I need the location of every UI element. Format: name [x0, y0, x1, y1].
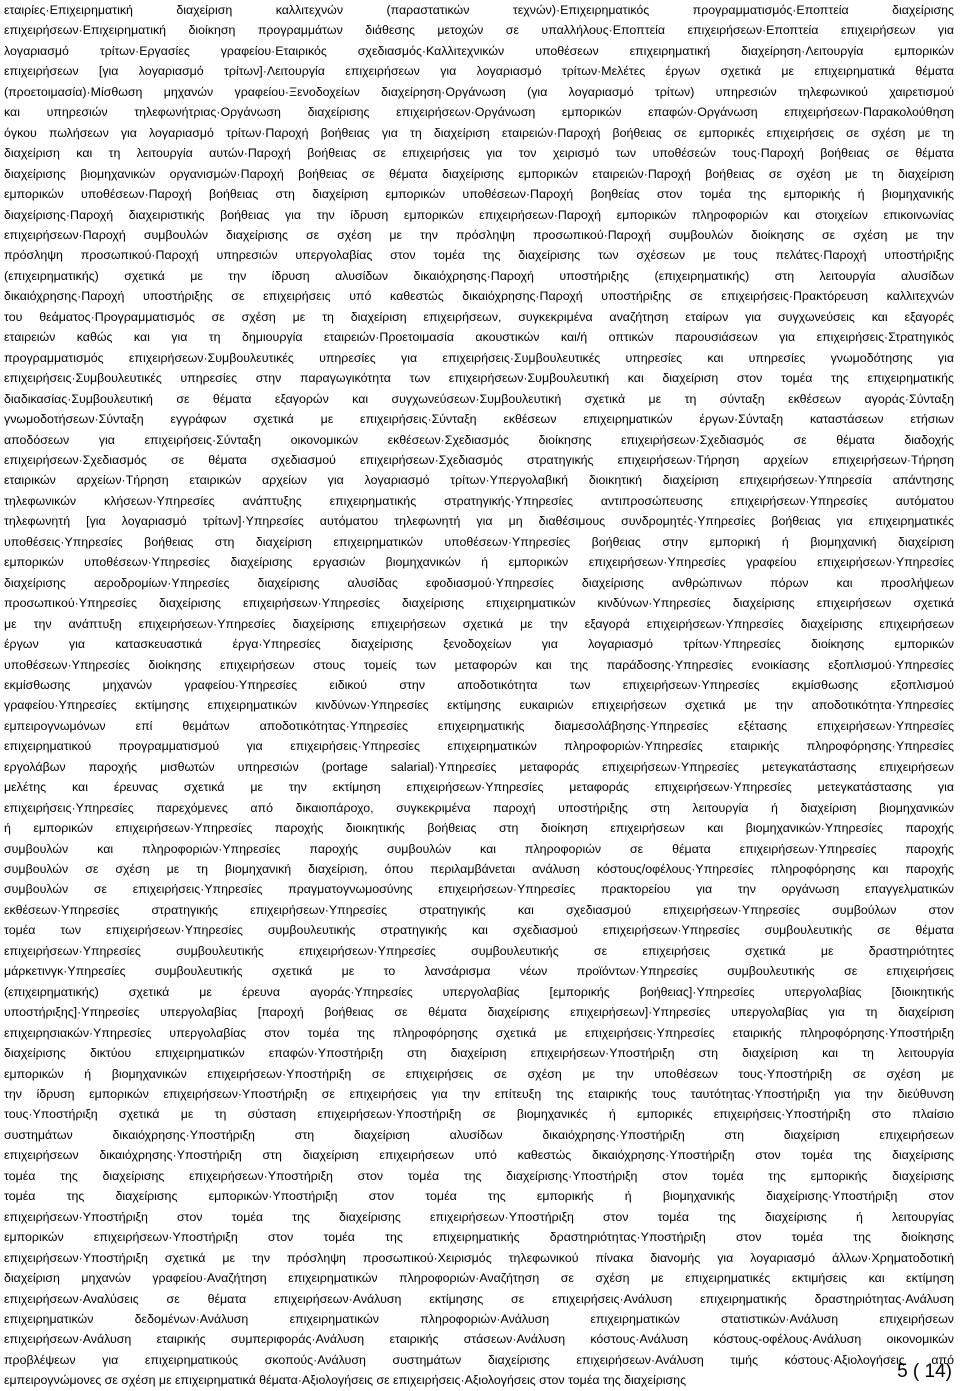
text-line: διαχείρισης δικτύου επιχειρηματικών επαφών·Υποστήριξη στη διαχείριση επιχειρήσεων·Υποστήριξη στη διαχείριση και τη λειτουργία [4, 1046, 954, 1061]
text-line: επιχειρήσεων·Σχεδιασμός σε θέματα σχεδιασμού επιχειρήσεων·Σχεδιασμός στρατηγικής επιχειρήσεων·Τήρηση αρχείων επιχειρήσεων·Τήρηση [4, 452, 954, 467]
text-line: πρόσληψη προσωπικού·Παροχή υπηρεσιών υπεργολαβίας στον τομέα της διαχείρισης των σχέσεων με τους πελάτες·Παροχή υποστήριξης [4, 248, 954, 263]
text-line: εταιρικών αρχείων·Τήρηση εταιρικών αρχείων για λογαριασμό τρίτων·Υπεργολαβική διοικητική διαχείριση επιχειρήσεων·Υπηρεσία απάντησης [4, 473, 954, 488]
text-line: έργων για κατασκευαστικά έργα·Υπηρεσίες διαχείρισης ξενοδοχείων για λογαριασμό τρίτων·Υπηρεσίες διοίκησης εμπορικών [4, 637, 954, 652]
text-line: δικαιόχρησης·Παροχή υποστήριξης σε επιχειρήσεις υπό καθεστώς δικαιόχρησης·Παροχή υποστήριξης σε επιχειρήσεις·Πρακτόρευση καλλιτεχνών [4, 289, 954, 304]
text-line: διαχείρισης·Παροχή διαχειριστικής βοήθειας για την ίδρυση εμπορικών επιχειρήσεων·Παροχή εμπορικών πληροφοριών και στοιχείων επικοινωνίας [4, 207, 954, 222]
text-line: υποστήριξης]·Υπηρεσίες υπεργολαβίας [παροχή βοήθειας σε θέματα διαχείρισης επιχειρήσεων]·Υπηρεσίες υπεργολαβίας για τη διαχείριση [4, 1005, 954, 1020]
text-line: επιχειρηματικών δεδομένων·Ανάλυση επιχειρηματικών πληροφοριών·Ανάλυση επιχειρηματικών στατιστικών·Ανάλυση επιχειρήσεων [4, 1312, 954, 1326]
text-line: αποδόσεων για επιχειρήσεις·Σύνταξη οικονομικών εκθέσεων·Σχεδιασμός διοίκησης επιχειρήσεων·Σχεδιασμός σε θέματα διαδοχής [4, 432, 954, 447]
text-line: και υπηρεσιών τηλεφωνήτριας·Οργάνωση διαχείρισης επιχειρήσεων·Οργάνωση εμπορικών επαφών·Οργάνωση επιχειρήσεων·Παρακολούθηση [4, 105, 954, 120]
text-line: προβλέψεων για επιχειρηματικούς σκοπούς·Ανάλυση συστημάτων διαχείρισης επιχειρήσεων·Ανάλυση τιμής κόστους·Αξιολογήσεις από [4, 1352, 954, 1367]
text-line: λογαριασμό τρίτων·Εργασίες γραφείου·Εταιρικός σχεδιασμός·Καλλιτεχνικών υποθέσεων επιχειρηματική διαχείρηση·Λειτουργία εμπορικών [4, 43, 954, 58]
text-line: (επιχειρηματικής) σχετικά με την ίδρυση αλυσίδων δικαιόχρησης·Παροχή υποστήριξης (επιχειρηματικής) στη λειτουργία αλυσίδων [4, 268, 954, 283]
text-line: εμπειρογνωμόνων επί θεμάτων αποδοτικότητας·Υπηρεσίες επιχειρηματικής διαμεσολάβησης·Υπηρεσίες εξέτασης επιχειρήσεων·Υπηρεσίες [4, 718, 954, 733]
text-line: του θεάματος·Προγραμματισμός σε σχέση με τη διαχείριση επιχειρήσεων, συγκεκριμένα αναζήτηση εταίρων για συγχωνεύσεις και εξαγορές [4, 309, 954, 324]
text-line: επιχειρήσεων·Επιχειρηματική διοίκηση προγραμμάτων διάθεσης μετοχών σε υπαλλήλους·Εποπτεία επιχειρήσεων·Εποπτεία επιχειρήσεων για [4, 23, 954, 38]
page-number: 5 ( 14) [897, 1361, 952, 1382]
text-line: επιχειρήσεων [για λογαριασμό τρίτων]·Λειτουργία επιχειρήσεων για λογαριασμό τρίτων·Μελέτες έργων σχετικά με επιχειρηματικά θέματα [4, 64, 954, 79]
text-line: μάρκετινγκ·Υπηρεσίες συμβουλευτικής σχετικά με το λανσάρισμα νέων προϊόντων·Υπηρεσίες συμβουλευτικής σε επιχειρήσεις [4, 964, 954, 979]
text-line: τηλεφωνικών κλήσεων·Υπηρεσίες ανάπτυξης επιχειρηματικής στρατηγικής·Υπηρεσίες αντιπροσώπευσης επιχειρήσεων·Υπηρεσίες αυτόματου [4, 493, 954, 508]
text-line: επιχειρηματικού προγραμματισμού για επιχειρήσεις·Υπηρεσίες επιχειρηματικών πληροφοριών·Υπηρεσίες εταιρικής πληροφόρησης·Υπηρεσίες [4, 739, 954, 754]
text-line: εμπορικών υποθέσεων·Υπηρεσίες διαχείρισης εργασιών βιομηχανικών ή εμπορικών επιχειρήσεων·Υπηρεσίες γραφείου επιχειρήσεων·Υπηρεσίες [4, 555, 954, 570]
text-line: επιχειρήσεων·Αναλύσεις σε θέματα επιχειρήσεων·Ανάλυση εκτίμησης σε επιχειρήσεις·Ανάλυση επιχειρηματικής δραστηριότητας·Ανάλυση [4, 1291, 954, 1306]
document-body [4, 0, 954, 1391]
text-line: εμπορικών επιχειρήσεων·Υποστήριξη στον τομέα της επιχειρηματικής δραστηριότητας·Υποστήριξη στον τομέα της διοίκησης [4, 1230, 954, 1245]
text-line: διαχείριση μηχανών γραφείου·Αναζήτηση επιχειρηματικών πληροφοριών·Αναζήτηση σε σχέση με επιχειρηματικές εκτιμήσεις και εκτίμηση [4, 1271, 954, 1286]
text-line: εταιρίες·Επιχειρηματική διαχείριση καλλιτεχνών (παραστατικών τεχνών)·Επιχειρηματικός προγραμματισμός·Εποπτεία διαχείρισης [4, 3, 954, 17]
text-line: υποθέσεων·Υπηρεσίες διοίκησης επιχειρήσεων στους τομείς των μεταφορών και της παράδοσης·Υπηρεσίες ενοικίασης εξοπλισμού·Υπηρεσίες [4, 657, 954, 672]
text-line: όγκου πωλήσεων για λογαριασμό τρίτων·Παροχή βοήθειας για τη διαχείριση εταιρειών·Παροχή βοήθειας σε εμπορικές επιχειρήσεις σε σχέση με τη [4, 125, 954, 140]
text-line: υποθέσεις·Υπηρεσίες βοήθειας στη διαχείριση επιχειρηματικών υποθέσεων·Υπηρεσίες βοήθειας στην εμπορική ή βιομηχανική διαχείριση [4, 534, 954, 549]
text-line: επιχειρήσεις·Συμβουλευτικές υπηρεσίες στην παραγωγικότητα των επιχειρήσεων·Συμβουλευτική και διαχείριση στον τομέα της επιχειρηματικής [4, 371, 954, 386]
text-line: ή εμπορικών επιχειρήσεων·Υπηρεσίες παροχής διοικητικής βοήθειας στη διοίκηση επιχειρήσεων και βιομηχανικών·Υπηρεσίες παροχής [4, 821, 954, 836]
text-line: γραφείου·Υπηρεσίες εκτίμησης επιχειρηματικών κινδύνων·Υπηρεσίες εκτίμησης ευκαιριών επιχειρήσεων σχετικά με την αποδοτικότητα·Υπηρεσίες [4, 698, 954, 713]
text-line: εκθέσεων·Υπηρεσίες στρατηγικής επιχειρήσεων·Υπηρεσίες στρατηγικής και σχεδιασμού επιχειρήσεων·Υπηρεσίες συμβούλων στον [4, 902, 954, 917]
text-line: επιχειρησιακών·Υπηρεσίες υπεργολαβίας στον τομέα της πληροφόρησης σχετικά με επιχειρήσεις·Υπηρεσίες εταιρικής πληροφόρησης·Υποστήριξη [4, 1025, 954, 1040]
text-line: τους·Υποστήριξη σχετικά με τη σύσταση επιχειρήσεων·Υποστήριξη σε βιομηχανικές ή εμπορικές επιχειρήσεις·Υποστήριξη στο πλαίσιο [4, 1107, 954, 1122]
text-line: επιχειρήσεων·Υποστήριξη στον τομέα της διαχείρισης επιχειρήσεων·Υποστήριξη στον τομέα της διαχείρισης ή λειτουργίας [4, 1209, 954, 1224]
text-line: διαχείριση και τη λειτουργία αυτών·Παροχή βοήθειας σε επιχειρήσεις για τον χειρισμό των υποθέσεών τους·Παροχή βοήθειας σε θέματα [4, 146, 954, 161]
text-line: τομέα των επιχειρήσεων·Υπηρεσίες συμβουλευτικής στρατηγικής και σχεδιασμού επιχειρήσεων·Υπηρεσίες συμβουλευτικής σε θέματα [4, 923, 954, 938]
text-line: εμπειρογνώμονες σε σχέση με επιχειρηματικά θέματα·Αξιολογήσεις σε επιχειρήσεις·Αξιολογήσεις στον τομέα της διαχείρισης [4, 1373, 687, 1388]
text-line: επιχειρήσεων·Υπηρεσίες συμβουλευτικής επιχειρήσεων·Υπηρεσίες συμβουλευτικής σε επιχειρήσεις σχετικά με δραστηριότητες [4, 943, 954, 958]
text-line: τηλεφωνητή [για λογαριασμό τρίτων]·Υπηρεσίες αυτόματου τηλεφωνητή για μη διαθέσιμους συνδρομητές·Υπηρεσίες βοήθειας για επιχειρηματικές [4, 514, 954, 529]
text-line: με την ανάπτυξη επιχειρήσεων·Υπηρεσίες διαχείρισης επιχειρήσεων σχετικά με την εξαγορά επιχειρήσεων·Υπηρεσίες διαχείρισης επιχειρήσεων [4, 616, 954, 631]
text-line: συμβουλών σε επιχειρήσεις·Υπηρεσίες πραγματογνωμοσύνης επιχειρήσεων·Υπηρεσίες πρακτορείου για την οργάνωση επαγγελματικών [4, 882, 954, 897]
text-line: συμβουλών σε σχέση με τη βιομηχανική διαχείριση, όπου περιλαμβάνεται ανάλυση κόστους/οφέλους·Υπηρεσίες πληροφόρησης και παροχής [4, 862, 954, 877]
text-line: επιχειρήσεων·Ανάλυση εταιρικής συμπεριφοράς·Ανάλυση εταιρικής στάσεων·Ανάλυση κόστους·Ανάλυση κόστους-οφέλους·Ανάλυση οικονομικών [4, 1332, 954, 1347]
text-line: (επιχειρηματικής) σχετικά με έρευνα αγοράς·Υπηρεσίες υπεργολαβίας [εμπορικής βοήθειας]·Υπηρεσίες υπεργολαβίας [διοικητικής [4, 984, 954, 999]
text-line: τομέα της διαχείρισης εμπορικών·Υποστήριξη στον τομέα της εμπορικής ή βιομηχανικής διαχείρισης·Υποστήριξη στον [4, 1189, 954, 1204]
text-line: εργολάβων παροχής μισθωτών υπηρεσιών (portage salarial)·Υπηρεσίες μεταφοράς επιχειρήσεων·Υπηρεσίες μετεγκατάστασης επιχειρήσεων [4, 759, 954, 774]
text-line: μελέτης και έρευνας σχετικά με την εκτίμηση επιχειρήσεων·Υπηρεσίες μεταφοράς επιχειρήσεων·Υπηρεσίες μετεγκατάστασης για [4, 780, 954, 795]
text-line: διαχείρισης βιομηχανικών οργανισμών·Παροχή βοήθειας σε θέματα διαχείρισης εμπορικών εταιρειών·Παροχή βοήθειας σε σχέση με τη διαχείριση [4, 166, 954, 181]
text-line: προσωπικού·Υπηρεσίες διαχείρισης επιχειρήσεων·Υπηρεσίες διαχείρισης επιχειρηματικών κινδύνων·Υπηρεσίες διαχείρισης επιχειρήσεων σχετικά [4, 596, 954, 611]
text-line: διαδικασίας·Συμβουλευτική σε θέματα εξαγορών και συγχωνεύσεων·Συμβουλευτική σχετικά με τη σύνταξη εκθέσεων αγοράς·Σύνταξη [4, 391, 954, 406]
text-line: τομέα της διαχείρισης επιχειρήσεων·Υποστήριξη στον τομέα της διαχείρισης·Υποστήριξη στον τομέα της εμπορικής διαχείρισης [4, 1168, 954, 1183]
text-line: επιχειρήσεις·Υπηρεσίες παρεχόμενες από δικαιοπάροχο, συγκεκριμένα παροχή υποστήριξης στη λειτουργία ή διαχείριση βιομηχανικών [4, 800, 954, 815]
text-line: επιχειρήσεων·Παροχή συμβουλών διαχείρισης σε σχέση με την πρόσληψη προσωπικού·Παροχή συμβουλών διοίκησης σε σχέση με την [4, 227, 954, 242]
text-line: εμπορικών υποθέσεων·Παροχή βοήθειας στη διαχείριση εμπορικών υποθέσεων·Παροχή βοηθείας στον τομέα της εμπορικής ή βιομηχανικής [4, 187, 954, 202]
text-line: γνωμοδοτήσεων·Σύνταξη εγγράφων σχετικά με επιχειρήσεις·Σύνταξη εκθέσεων επιχειρηματικών έργων·Σύνταξη καταστάσεων ετήσιων [4, 412, 954, 427]
text-line: (προετοιμασία)·Μίσθωση μηχανών γραφείου·Ξενοδοχείων διαχείρηση·Οργάνωση (για λογαριασμό τρίτων) υπηρεσιών τηλεφωνικού χαιρετισμού [4, 84, 954, 99]
text-line: επιχειρήσεων·Υποστήριξη σχετικά με την πρόσληψη προσωπικού·Χειρισμός τηλεφωνικού πίνακα διανομής για λογαριασμό άλλων·Χρηματοδοτική [4, 1250, 954, 1265]
text-line: προγραμματισμός επιχειρήσεων·Συμβουλευτικές υπηρεσίες για επιχειρήσεις·Συμβουλευτικές υπηρεσίες και υπηρεσίες γνωμοδότησης για [4, 350, 954, 365]
text-line: εμπορικών ή βιομηχανικών επιχειρήσεων·Υποστήριξη σε επιχειρήσεις σε σχέση με την υποθέσεων τους·Υποστήριξη σε σχέση με [4, 1066, 954, 1081]
text-line: εταιρειών καθώς και για τη δημιουργία εταιρειών·Προετοιμασία ακουστικών και/ή οπτικών παρουσιάσεων για επιχειρήσεις·Στρατηγικός [4, 330, 954, 345]
text-line: επιχειρήσεων δικαιόχρησης·Υποστήριξη στη διαχείριση επιχειρήσεων υπό καθεστώς δικαιόχρησης·Υποστήριξη στον τομέα της διαχείρισης [4, 1148, 954, 1163]
text-line: εκμίσθωσης μηχανών γραφείου·Υπηρεσίες ειδικού στην αποδοτικότητα των επιχειρήσεων·Υπηρεσίες εκμίσθωσης εξοπλισμού [4, 677, 954, 692]
text-line: συστημάτων δικαιόχρησης·Υποστήριξη στη διαχείριση αλυσίδων δικαιόχρησης·Υποστήριξη στη διαχείριση επιχειρήσεων [4, 1127, 954, 1142]
text-line: συμβουλών και πληροφοριών·Υπηρεσίες παροχής συμβουλών και πληροφοριών σε θέματα επιχειρήσεων·Υπηρεσίες παροχής [4, 841, 954, 856]
text-line: διαχείρισης αεροδρομίων·Υπηρεσίες διαχείρισης αλυσίδας εφοδιασμού·Υπηρεσίες διαχείρισης ανθρώπινων πόρων και προσλήψεων [4, 575, 954, 590]
text-line: την ίδρυση εμπορικών επιχειρήσεων·Υποστήριξη σε επιχειρήσεις για την επίτευξη της εταιρικής τους ταυτότητας·Υποστήριξη για την διεύθυνση [4, 1087, 954, 1102]
